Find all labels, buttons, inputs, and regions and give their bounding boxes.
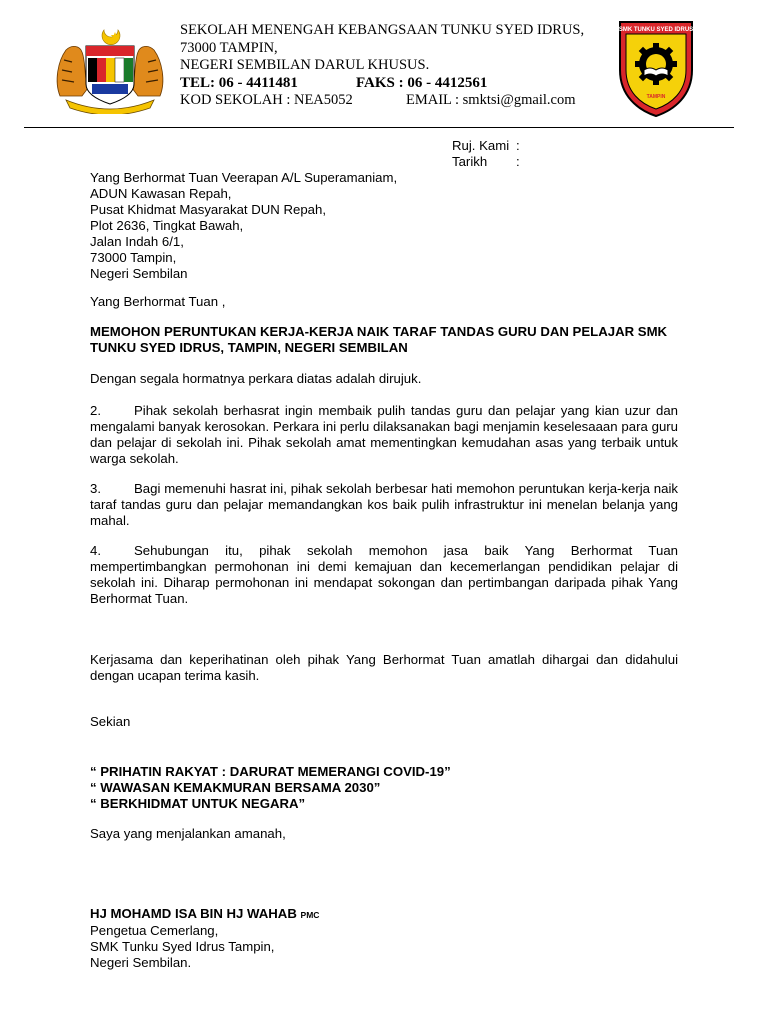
paragraph-text: Sehubungan itu, pihak sekolah memohon jasa baik Yang Berhormat Tuan mempertimbangkan permohonan ini demi kemajuan dan kecemerlangan pendidikan pelajar di sekolah ini. Diharap permohonan ini mendapat sokongan dan pertimbangan daripada pihak Yang Berhormat Tuan. <box>90 543 678 606</box>
badge-bottom-text: TAMPIN <box>646 94 666 100</box>
date-separator: : <box>516 154 520 169</box>
motto-line: “ BERKHIDMAT UNTUK NEGARA” <box>90 796 306 811</box>
address-line: ADUN Kawasan Repah, <box>90 186 232 201</box>
motto-line: “ PRIHATIN RAKYAT : DARURAT MEMERANGI COVID-19” <box>90 764 451 779</box>
letterhead <box>180 22 584 110</box>
paragraph-text: Bagi memenuhi hasrat ini, pihak sekolah berbesar hati memohon peruntukan kerja-kerja naik taraf tandas guru dan pelajar memandangkan kos baik pulih infrastruktur ini menelan belanja yang mahal. <box>90 481 678 528</box>
address-line: Plot 2636, Tingkat Bawah, <box>90 218 244 233</box>
paragraph-number: 2. <box>90 403 101 418</box>
signatory-position: Pengetua Cemerlang, <box>90 923 219 938</box>
fax: FAKS : 06 - 4412561 <box>356 74 488 91</box>
school-code: KOD SEKOLAH : NEA5052 <box>180 92 353 108</box>
signatory-school: SMK Tunku Syed Idrus Tampin, <box>90 939 275 954</box>
paragraph-3 <box>90 481 678 529</box>
ref-separator: : <box>516 138 520 153</box>
subject-line: MEMOHON PERUNTUKAN KERJA-KERJA NAIK TARAF TANDAS GURU DAN PELAJAR SMK TUNKU SYED IDRUS, TAMPIN, NEGERI SEMBILAN <box>90 324 668 355</box>
ref-label: Ruj. Kami <box>452 138 510 153</box>
recipient-address <box>90 170 397 282</box>
paragraph-text: Pihak sekolah berhasrat ingin membaik pulih tandas guru dan pelajar yang kian uzur dan mengalami banyak kerosokan. Perkara ini perlu dilaksanakan bagi menjamin keselesaaan para guru dan pelajar di sekolah ini. Pihak sekolah amat mementingkan kemudahan asas yang terbaik untuk warga sekolah. <box>90 403 678 466</box>
paragraph-1: Dengan segala hormatnya perkara diatas adalah dirujuk. <box>90 371 422 386</box>
address-line: Negeri Sembilan <box>90 266 188 281</box>
motto-line: “ WAWASAN KEMAKMURAN BERSAMA 2030” <box>90 780 381 795</box>
sekian: Sekian <box>90 714 131 729</box>
letterhead-divider <box>24 127 734 128</box>
address-line: 73000 Tampin, <box>90 250 177 265</box>
date-label: Tarikh <box>452 154 488 169</box>
address-line: Jalan Indah 6/1, <box>90 234 184 249</box>
salutation: Yang Berhormat Tuan , <box>90 294 226 309</box>
state-line: NEGERI SEMBILAN DARUL KHUSUS. <box>180 57 430 73</box>
mottos <box>90 764 451 812</box>
signatory-name: HJ MOHAMD ISA BIN HJ WAHAB <box>90 906 297 921</box>
badge-top-text: SMK TUNKU SYED IDRUS <box>618 27 694 33</box>
address-line: Pusat Khidmat Masyarakat DUN Repah, <box>90 202 327 217</box>
closing-paragraph: Kerjasama dan keperihatinan oleh pihak Yang Berhormat Tuan amatlah dihargai dan didahului dengan ucapan terima kasih. <box>90 652 678 683</box>
telephone: TEL: 06 - 4411481 <box>180 74 298 91</box>
reference-block <box>452 138 520 170</box>
trust-line: Saya yang menjalankan amanah, <box>90 826 286 841</box>
signature-block <box>90 906 319 971</box>
honorific-suffix: PMC <box>300 910 320 920</box>
paragraph-4 <box>90 543 678 607</box>
address-line: Yang Berhormat Tuan Veerapan A/L Superamaniam, <box>90 170 398 185</box>
paragraph-2 <box>90 403 678 467</box>
paragraph-number: 3. <box>90 481 101 496</box>
school-name: SEKOLAH MENENGAH KEBANGSAAN TUNKU SYED IDRUS, <box>180 22 585 38</box>
postcode-city: 73000 TAMPIN, <box>180 39 278 56</box>
malaysia-coat-of-arms-icon <box>52 26 168 114</box>
school-shield-icon <box>616 18 696 118</box>
email: EMAIL : smktsi@gmail.com <box>406 92 576 108</box>
signatory-state: Negeri Sembilan. <box>90 955 192 970</box>
paragraph-number: 4. <box>90 543 101 558</box>
